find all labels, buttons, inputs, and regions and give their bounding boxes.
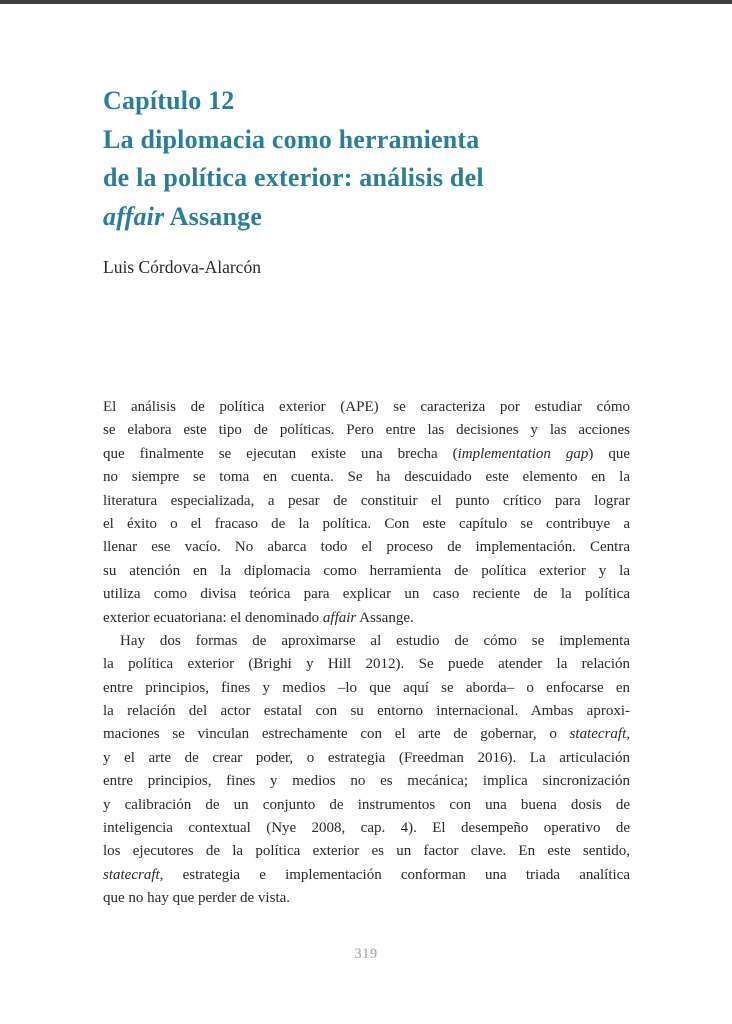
title-line: de la política exterior: análisis del	[103, 163, 484, 192]
text-line: entre principios, fines y medios –lo que aquí se aborda– o enfocarse en	[103, 679, 630, 696]
text-line: que no hay que perder de vista.	[103, 890, 291, 907]
title-line: Capítulo 12	[103, 86, 235, 115]
body-text	[103, 396, 630, 911]
paragraph	[103, 396, 630, 630]
text-line: se elabora este tipo de políticas. Pero entre las decisiones y las acciones	[103, 422, 630, 439]
text-line: utiliza como divisa teórica para explicar un caso reciente de la política	[103, 586, 630, 603]
page-content	[103, 0, 630, 911]
text-line: y el arte de crear poder, o estrategia (Freedman 2016). La articulación	[103, 749, 630, 766]
text-line: la política exterior (Brighi y Hill 2012). Se puede atender la relación	[103, 656, 630, 673]
text-line: no siempre se toma en cuenta. Se ha descuidado este elemento en la	[103, 469, 630, 486]
text-line: literatura especializada, a pesar de constituir el punto crítico para lograr	[103, 492, 630, 509]
text-line: Hay dos formas de aproximarse al estudio de cómo se implementa	[120, 632, 630, 649]
text-line: inteligencia contextual (Nye 2008, cap. 4). El desempeño operativo de	[103, 820, 630, 837]
text-line: y calibración de un conjunto de instrumentos con una buena dosis de	[103, 796, 630, 813]
text-line: que finalmente se ejecutan existe una brecha (implementation gap) que	[103, 445, 630, 462]
text-line: llenar ese vacío. No abarca todo el proceso de implementación. Centra	[103, 539, 630, 556]
page-number: 319	[354, 946, 378, 962]
text-line: su atención en la diplomacia como herramienta de política exterior y la	[103, 562, 630, 579]
text-line: los ejecutores de la política exterior es un factor clave. En este sentido,	[103, 843, 630, 860]
author-name: Luis Córdova-Alarcón	[103, 257, 261, 277]
text-line: entre principios, fines y medios no es mecánica; implica sincronización	[103, 773, 630, 790]
chapter-title	[103, 82, 630, 236]
text-line: statecraft, estrategia e implementación conforman una triada analítica	[103, 866, 630, 883]
text-line: maciones se vinculan estrechamente con el arte de gobernar, o statecraft,	[103, 726, 630, 743]
text-line: la relación del actor estatal con su entorno internacional. Ambas aproxi-	[103, 703, 630, 720]
text-line: El análisis de política exterior (APE) se caracteriza por estudiar cómo	[103, 399, 630, 415]
text-line: el éxito o el fracaso de la política. Con este capítulo se contribuye a	[103, 515, 630, 532]
title-line: affair Assange	[103, 201, 263, 231]
title-line: La diplomacia como herramienta	[103, 124, 480, 154]
text-line: exterior ecuatoriana: el denominado affair Assange.	[103, 609, 414, 626]
paragraph	[103, 630, 630, 911]
